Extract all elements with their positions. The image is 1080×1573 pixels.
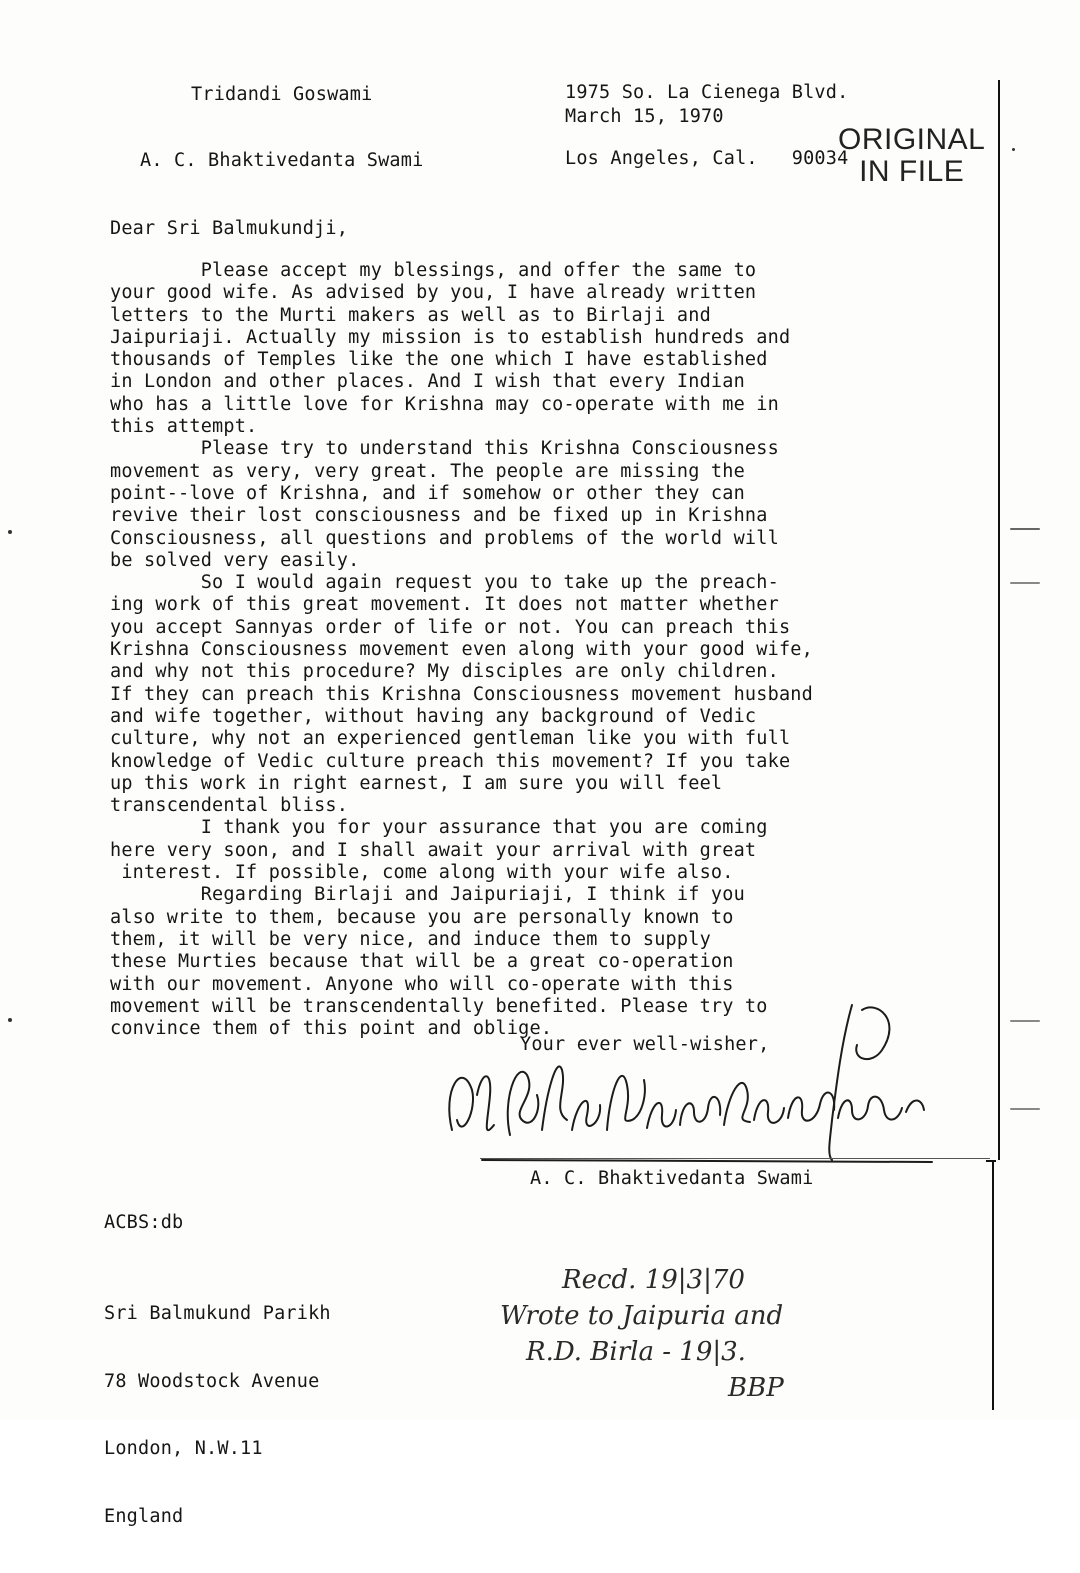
- recipient-city: London, N.W.11: [104, 1438, 263, 1459]
- body-line: in London and other places. And I wish that every Indian: [110, 371, 745, 393]
- handwritten-note-line-1: Recd. 19|3|70: [562, 1265, 745, 1295]
- body-line: who has a little love for Krishna may co-operate with me in: [110, 393, 779, 415]
- body-line: Regarding Birlaji and Jaipuriaji, I think if you: [110, 884, 745, 906]
- body-line: convince them of this point and oblige.: [110, 1018, 553, 1040]
- scan-speck: [1010, 1108, 1040, 1110]
- closing: Your ever well-wisher,: [520, 1034, 770, 1055]
- signature-rule: [480, 1158, 990, 1159]
- handwritten-note-line-2: Wrote to Jaipuria and: [500, 1301, 784, 1331]
- body-line: So I would again request you to take up the preach-: [110, 572, 779, 594]
- scan-edge-tick: [986, 1160, 996, 1162]
- recipient-address: [104, 1258, 331, 1573]
- body-line: these Murties because that will be a great co-operation: [110, 951, 734, 973]
- address-city: Los Angeles, Cal. 90034: [565, 148, 849, 169]
- body-line: your good wife. As advised by you, I have already written: [110, 282, 757, 304]
- body-line: If they can preach this Krishna Consciousness movement husband: [110, 683, 813, 705]
- handwritten-note: [500, 1262, 784, 1406]
- body-line: transcendental bliss.: [110, 795, 349, 817]
- body-line: and wife together, without having any background of Vedic: [110, 705, 757, 727]
- handwritten-note-line-3: R.D. Birla - 19|3.: [526, 1337, 746, 1367]
- body-line: this attempt.: [110, 416, 258, 438]
- address-street: 1975 So. La Cienega Blvd.: [565, 82, 849, 103]
- body-line: ing work of this great movement. It does not matter whether: [110, 594, 779, 616]
- body-line: Consciousness, all questions and problems of the world will: [110, 527, 779, 549]
- recipient-name: Sri Balmukund Parikh: [104, 1303, 331, 1324]
- body-line: letters to the Murti makers as well as to Birlaji and: [110, 304, 711, 326]
- body-line: Krishna Consciousness movement even along with your good wife,: [110, 639, 813, 661]
- letterhead-sender: [140, 40, 423, 216]
- body-line: knowledge of Vedic culture preach this movement? If you take: [110, 750, 791, 772]
- handwritten-signature: [432, 1000, 952, 1170]
- handwritten-note-line-4: BBP: [728, 1373, 784, 1403]
- sender-name: A. C. Bhaktivedanta Swami: [140, 150, 424, 171]
- stamp-line-2: IN FILE: [859, 155, 965, 188]
- scan-edge-line: [998, 80, 1000, 1160]
- scan-speck: [1010, 1020, 1040, 1022]
- body-line: also write to them, because you are personally known to: [110, 906, 734, 928]
- body-line: revive their lost consciousness and be fixed up in Krishna: [110, 505, 768, 527]
- scan-speck: [8, 1018, 12, 1022]
- typed-signatory-name: A. C. Bhaktivedanta Swami: [530, 1168, 814, 1189]
- body-line: Jaipuriaji. Actually my mission is to establish hundreds and: [110, 326, 791, 348]
- body-line: thousands of Temples like the one which I have established: [110, 349, 768, 371]
- letter-body: [110, 260, 813, 1040]
- recipient-street: 78 Woodstock Avenue: [104, 1370, 320, 1392]
- body-line: interest. If possible, come along with your wife also.: [110, 862, 734, 884]
- body-line: here very soon, and I shall await your arrival with great: [110, 839, 757, 861]
- original-in-file-stamp: [838, 124, 985, 188]
- body-line: I thank you for your assurance that you are coming: [110, 817, 768, 839]
- body-line: up this work in right earnest, I am sure you will feel: [110, 772, 723, 794]
- salutation: Dear Sri Balmukundji,: [110, 218, 349, 239]
- body-line: movement will be transcendentally benefited. Please try to: [110, 995, 768, 1017]
- body-line: be solved very easily.: [110, 549, 360, 571]
- scan-edge-line-lower: [992, 1160, 994, 1410]
- body-line: culture, why not an experienced gentleman like you with full: [110, 728, 791, 750]
- scan-speck: [8, 530, 12, 534]
- letter-date: March 15, 1970: [565, 106, 724, 127]
- body-line: with our movement. Anyone who will co-operate with this: [110, 973, 734, 995]
- body-line: Please try to understand this Krishna Consciousness: [110, 438, 779, 460]
- recipient-country: England: [104, 1505, 184, 1527]
- scan-speck: [1012, 148, 1015, 151]
- scan-speck: [1010, 582, 1040, 584]
- body-line: movement as very, very great. The people are missing the: [110, 460, 745, 482]
- sender-title: Tridandi Goswami: [191, 84, 373, 105]
- body-line: point--love of Krishna, and if somehow or other they can: [110, 482, 745, 504]
- scan-speck: [1010, 528, 1040, 530]
- body-line: Please accept my blessings, and offer the same to: [110, 260, 757, 281]
- body-line: and why not this procedure? My disciples are only children.: [110, 661, 779, 683]
- body-line: you accept Sannyas order of life or not. You can preach this: [110, 616, 791, 638]
- reference-initials: ACBS:db: [104, 1212, 184, 1233]
- body-line: them, it will be very nice, and induce them to supply: [110, 928, 711, 950]
- stamp-line-1: ORIGINAL: [838, 123, 986, 156]
